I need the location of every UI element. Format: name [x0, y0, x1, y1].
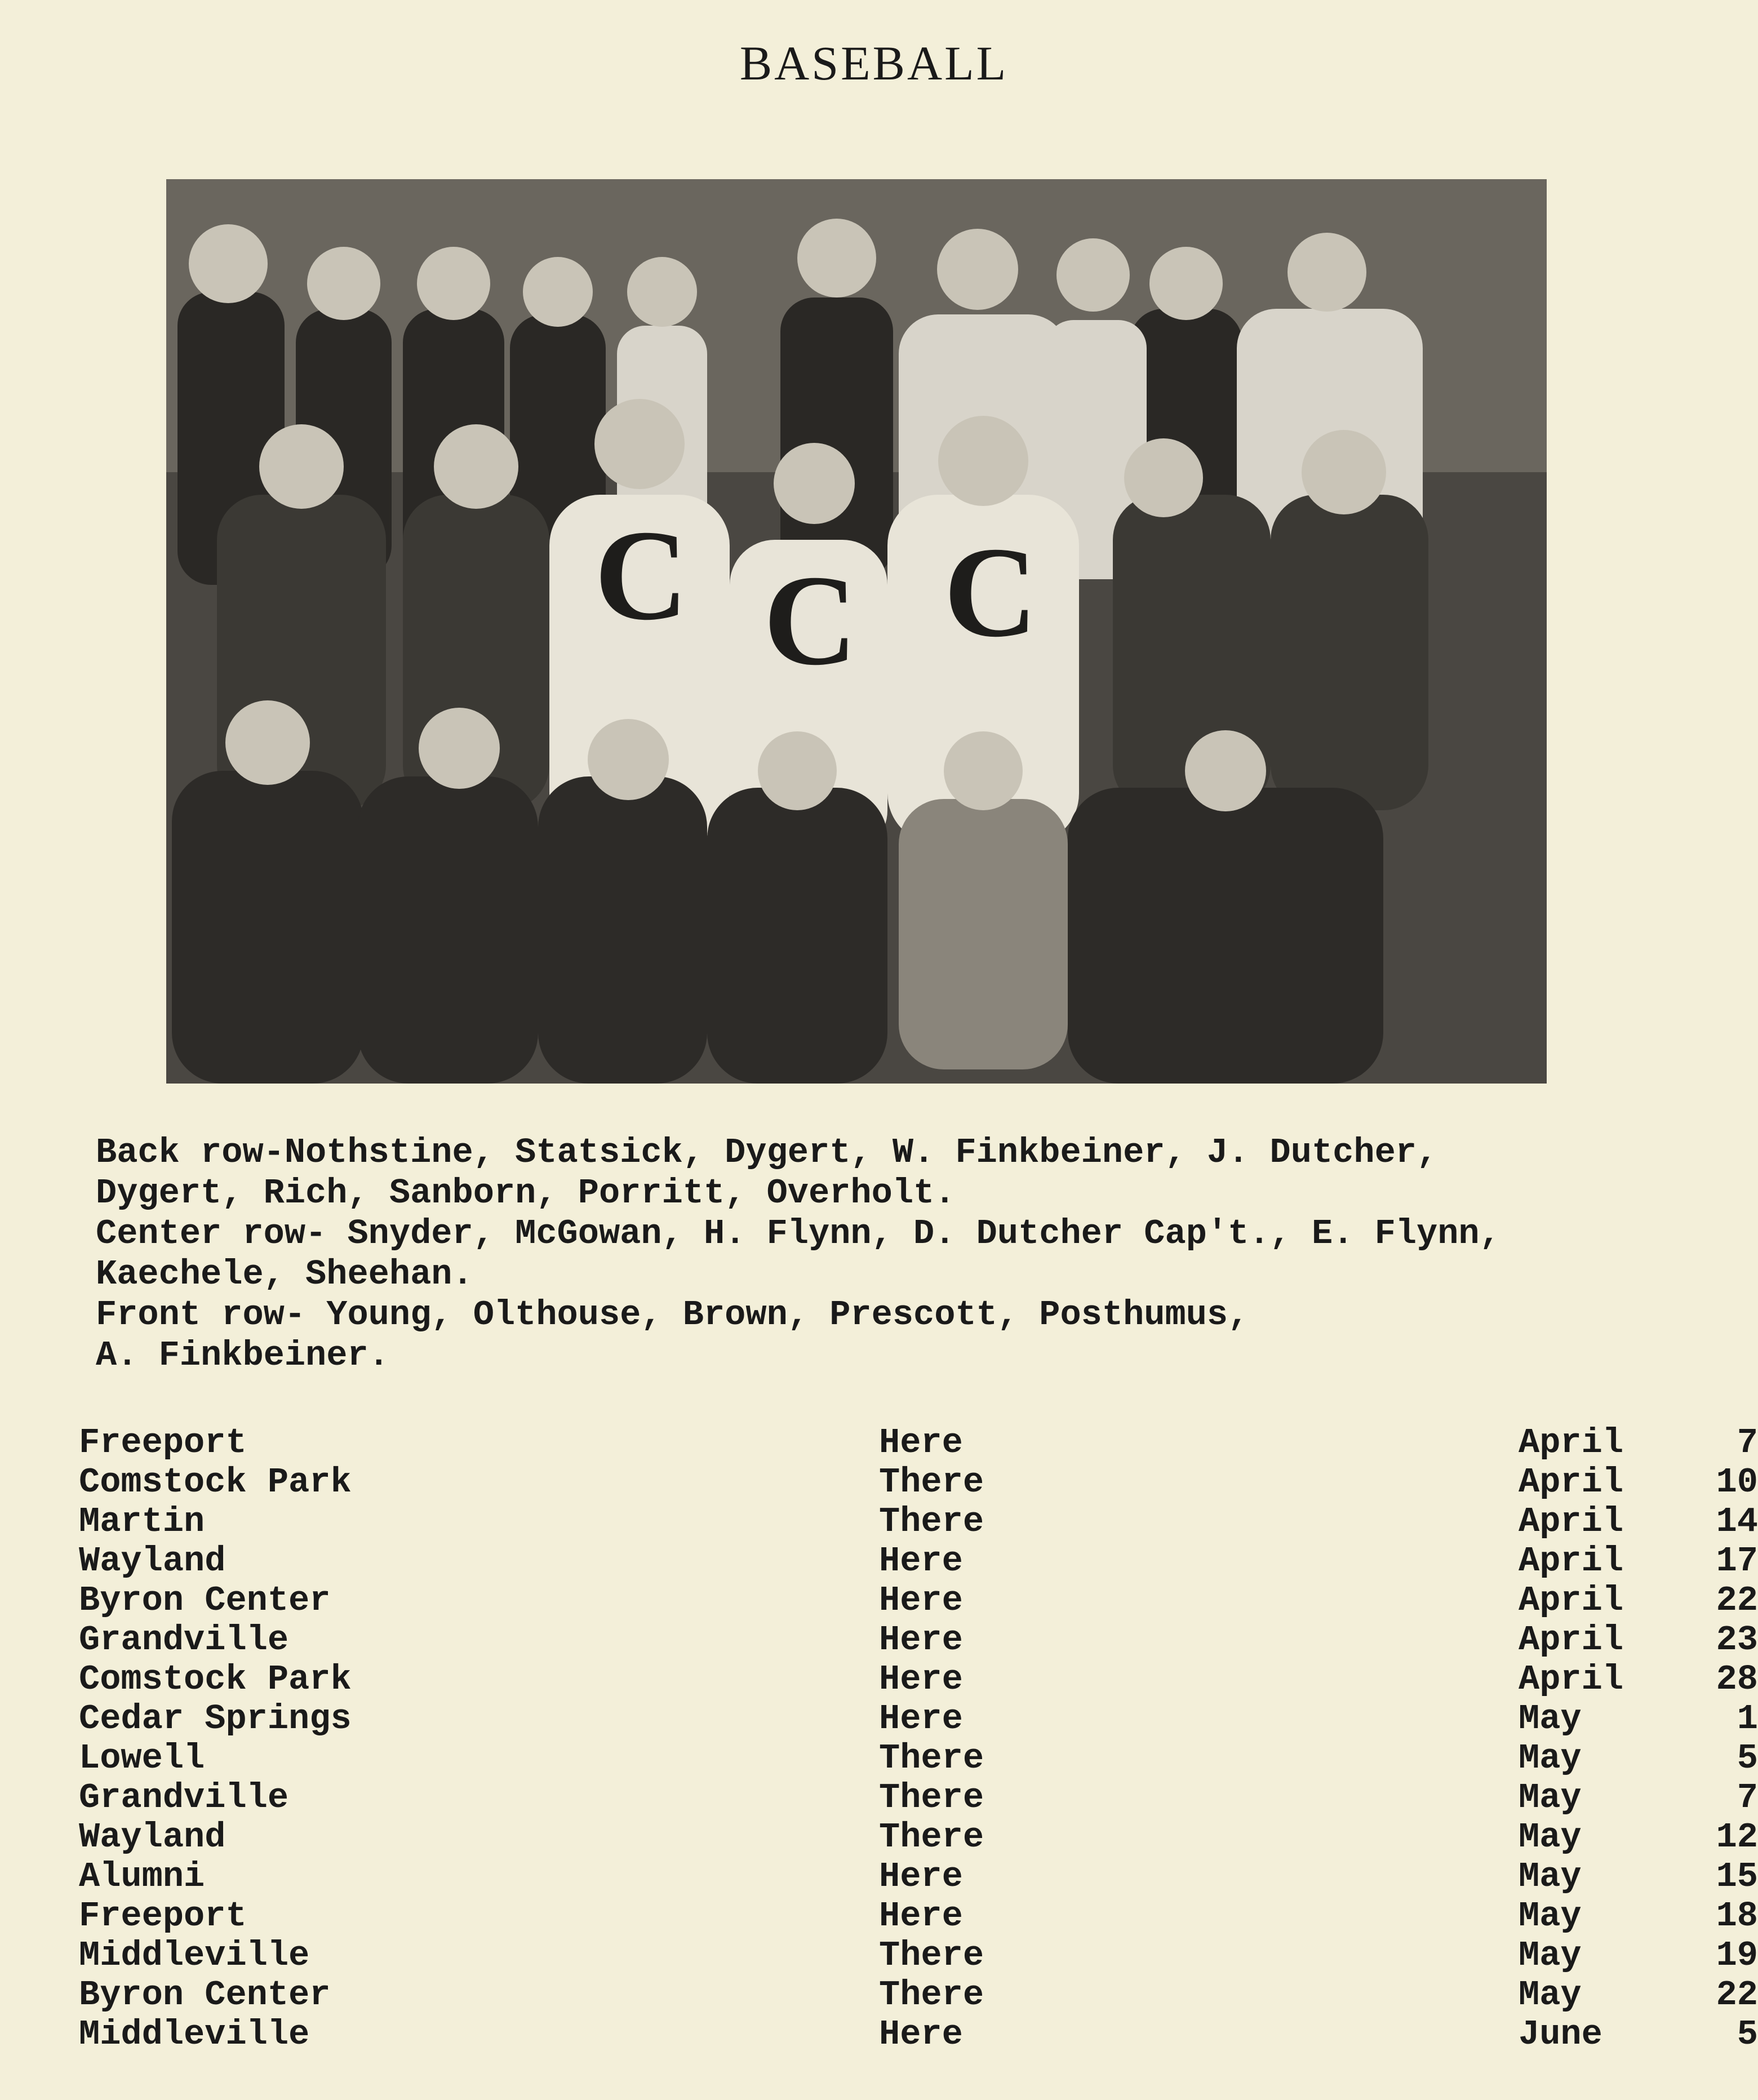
game-month: May	[1519, 1857, 1582, 1897]
schedule-row	[79, 1541, 1758, 1581]
game-month: May	[1519, 1817, 1582, 1857]
caption-center-row: Center row- Snyder, McGowan, H. Flynn, D. Dutcher Cap't., E. Flynn,	[96, 1214, 1500, 1254]
schedule-row	[79, 1975, 1758, 2015]
game-location: There	[879, 1975, 984, 2015]
game-location: There	[879, 1502, 984, 1542]
opponent-name: Martin	[79, 1502, 205, 1542]
schedule-row	[79, 1935, 1758, 1975]
game-day: 1	[1737, 1699, 1758, 1739]
schedule-row	[79, 1620, 1758, 1660]
caption-front-row-cont: A. Finkbeiner.	[96, 1335, 389, 1375]
schedule-row	[79, 1462, 1758, 1502]
game-location: Here	[879, 1699, 963, 1739]
game-month: April	[1519, 1620, 1624, 1660]
schedule-row	[79, 1699, 1758, 1739]
opponent-name: Byron Center	[79, 1975, 331, 2015]
game-day: 15	[1716, 1857, 1758, 1897]
game-day: 22	[1716, 1975, 1758, 2015]
game-month: April	[1519, 1580, 1624, 1620]
game-location: Here	[879, 1580, 963, 1620]
game-location: Here	[879, 1857, 963, 1897]
game-day: 22	[1716, 1580, 1758, 1620]
game-location: Here	[879, 1620, 963, 1660]
game-month: May	[1519, 1738, 1582, 1778]
game-day: 10	[1716, 1462, 1758, 1502]
schedule-row	[79, 1778, 1758, 1818]
opponent-name: Grandville	[79, 1778, 289, 1818]
game-day: 7	[1737, 1423, 1758, 1463]
game-month: April	[1519, 1659, 1624, 1699]
game-schedule	[79, 1423, 1758, 2054]
page-title: BASEBALL	[739, 36, 1009, 90]
schedule-row	[79, 1502, 1758, 1542]
game-location: There	[879, 1935, 984, 1975]
game-month: May	[1519, 1896, 1582, 1936]
game-day: 19	[1716, 1935, 1758, 1975]
opponent-name: Wayland	[79, 1541, 226, 1581]
team-photo	[166, 179, 1547, 1084]
game-month: April	[1519, 1502, 1624, 1542]
opponent-name: Cedar Springs	[79, 1699, 352, 1739]
game-month: June	[1519, 2014, 1602, 2054]
game-day: 14	[1716, 1502, 1758, 1542]
jersey-letter-1: C	[594, 503, 689, 647]
game-month: April	[1519, 1541, 1624, 1581]
schedule-row	[79, 1738, 1758, 1778]
game-location: There	[879, 1462, 984, 1502]
opponent-name: Grandville	[79, 1620, 289, 1660]
team-photo-icon	[166, 179, 1547, 1084]
schedule-row	[79, 2014, 1758, 2054]
schedule-row	[79, 1857, 1758, 1897]
game-location: Here	[879, 2014, 963, 2054]
schedule-row	[79, 1817, 1758, 1857]
game-day: 18	[1716, 1896, 1758, 1936]
game-location: Here	[879, 1896, 963, 1936]
game-month: May	[1519, 1699, 1582, 1739]
game-month: May	[1519, 1975, 1582, 2015]
game-location: Here	[879, 1541, 963, 1581]
game-location: Here	[879, 1423, 963, 1463]
game-day: 12	[1716, 1817, 1758, 1857]
opponent-name: Byron Center	[79, 1580, 331, 1620]
game-month: April	[1519, 1462, 1624, 1502]
schedule-row	[79, 1580, 1758, 1620]
opponent-name: Middleville	[79, 1935, 310, 1975]
schedule-row	[79, 1423, 1758, 1463]
game-day: 5	[1737, 1738, 1758, 1778]
caption-back-row: Back row-Nothstine, Statsick, Dygert, W. Finkbeiner, J. Dutcher,	[96, 1133, 1438, 1173]
game-day: 17	[1716, 1541, 1758, 1581]
opponent-name: Freeport	[79, 1896, 247, 1936]
game-day: 7	[1737, 1778, 1758, 1818]
game-day: 28	[1716, 1659, 1758, 1699]
team-caption	[96, 1133, 1673, 1376]
opponent-name: Wayland	[79, 1817, 226, 1857]
game-location: There	[879, 1738, 984, 1778]
game-location: There	[879, 1778, 984, 1818]
caption-front-row: Front row- Young, Olthouse, Brown, Prescott, Posthumus,	[96, 1295, 1249, 1335]
jersey-letter-3: C	[944, 520, 1038, 664]
game-month: May	[1519, 1778, 1582, 1818]
opponent-name: Freeport	[79, 1423, 247, 1463]
game-location: Here	[879, 1659, 963, 1699]
schedule-row	[79, 1659, 1758, 1699]
jersey-letter-2: C	[763, 548, 858, 692]
game-day: 23	[1716, 1620, 1758, 1660]
schedule-row	[79, 1896, 1758, 1936]
game-month: April	[1519, 1423, 1624, 1463]
opponent-name: Middleville	[79, 2014, 310, 2054]
opponent-name: Comstock Park	[79, 1659, 352, 1699]
opponent-name: Lowell	[79, 1738, 205, 1778]
game-location: There	[879, 1817, 984, 1857]
game-month: May	[1519, 1935, 1582, 1975]
opponent-name: Comstock Park	[79, 1462, 352, 1502]
opponent-name: Alumni	[79, 1857, 205, 1897]
caption-back-row-cont: Dygert, Rich, Sanborn, Porritt, Overholt.	[96, 1173, 956, 1213]
caption-center-row-cont: Kaechele, Sheehan.	[96, 1254, 473, 1294]
game-day: 5	[1737, 2014, 1758, 2054]
